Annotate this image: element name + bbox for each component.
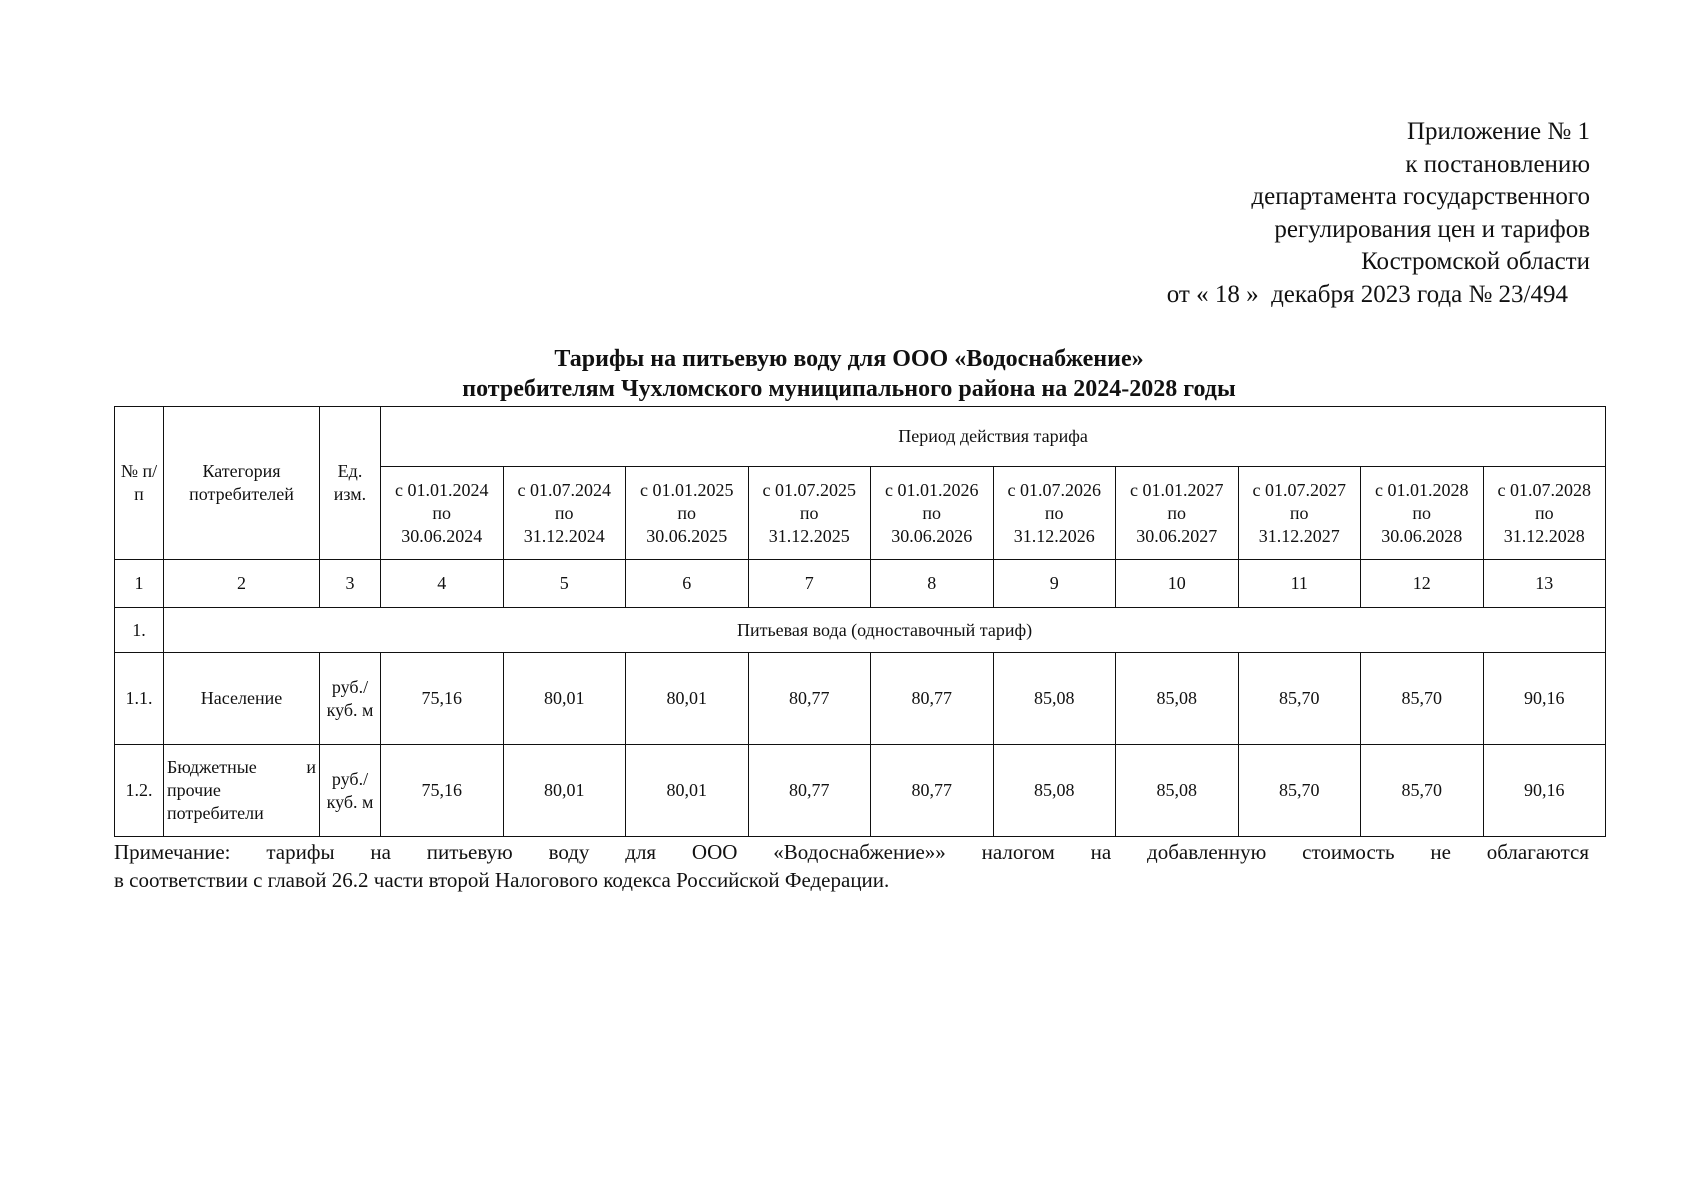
period-from: с 01.07.2028 — [1497, 479, 1592, 500]
period-sep: по — [1534, 502, 1554, 523]
tariff-value: 75,16 — [381, 745, 504, 837]
period-from: с 01.01.2028 — [1375, 479, 1469, 500]
title-line-2: потребителям Чухломского муниципального района на 2024-2028 годы — [462, 376, 1236, 402]
period-to: 30.06.2027 — [1136, 525, 1218, 546]
period-from: с 01.01.2026 — [885, 479, 979, 500]
tax-note — [114, 838, 1589, 894]
index-cell: 8 — [871, 560, 994, 608]
tariff-value: 80,77 — [871, 745, 994, 837]
header-row-period — [115, 407, 1606, 467]
tariff-table — [114, 406, 1606, 837]
period-cell — [381, 467, 504, 560]
period-cell — [1361, 467, 1484, 560]
tariff-value: 85,08 — [1116, 745, 1239, 837]
period-sep: по — [1167, 502, 1187, 523]
period-from: с 01.01.2024 — [395, 479, 489, 500]
tariff-value: 85,70 — [1361, 653, 1484, 745]
tariff-value: 85,08 — [993, 745, 1116, 837]
appendix-header — [1167, 116, 1590, 311]
row-category: Население — [164, 653, 320, 745]
period-sep: по — [1412, 502, 1432, 523]
tariff-value: 80,01 — [626, 653, 749, 745]
tariff-value: 85,08 — [1116, 653, 1239, 745]
tariff-value: 85,08 — [993, 653, 1116, 745]
period-from: с 01.01.2027 — [1130, 479, 1224, 500]
row-unit: руб./ куб. м — [320, 745, 381, 837]
period-to: 31.12.2028 — [1503, 525, 1585, 546]
period-to: 30.06.2025 — [646, 525, 728, 546]
section-num: 1. — [115, 608, 164, 653]
header-unit: Ед. изм. — [320, 407, 381, 560]
tariff-value: 80,77 — [748, 653, 871, 745]
index-cell: 10 — [1116, 560, 1239, 608]
appendix-line-resolution: к постановлению — [1405, 150, 1590, 178]
period-cell — [626, 467, 749, 560]
section-label: Питьевая вода (одноставочный тариф) — [164, 608, 1606, 653]
period-to: 31.12.2027 — [1258, 525, 1340, 546]
index-cell: 4 — [381, 560, 504, 608]
period-cell — [993, 467, 1116, 560]
header-period: Период действия тарифа — [381, 407, 1606, 467]
tariff-value: 85,70 — [1238, 745, 1361, 837]
tariff-value: 90,16 — [1483, 653, 1606, 745]
period-to: 31.12.2024 — [523, 525, 605, 546]
period-cell — [1483, 467, 1606, 560]
period-sep: по — [922, 502, 942, 523]
period-from: с 01.01.2025 — [640, 479, 734, 500]
note-line-1: Примечание: тарифы на питьевую воду для ООО «Водоснабжение»» налогом на добавленную стоимость не облагаются — [114, 840, 1589, 864]
appendix-line-number: Приложение № 1 — [1406, 118, 1590, 145]
index-cell: 7 — [748, 560, 871, 608]
tariff-value: 90,16 — [1483, 745, 1606, 837]
appendix-line-regulation: регулирования цен и тарифов — [1274, 215, 1590, 243]
tariff-value: 80,01 — [626, 745, 749, 837]
period-cell — [1238, 467, 1361, 560]
index-cell: 3 — [320, 560, 381, 608]
table-row — [115, 745, 1606, 837]
index-cell: 13 — [1483, 560, 1606, 608]
index-cell: 2 — [164, 560, 320, 608]
period-from: с 01.07.2024 — [517, 479, 611, 500]
period-from: с 01.07.2026 — [1007, 479, 1101, 500]
index-row — [115, 560, 1606, 608]
index-cell: 5 — [503, 560, 626, 608]
period-to: 31.12.2026 — [1013, 525, 1095, 546]
period-sep: по — [432, 502, 452, 523]
index-cell: 6 — [626, 560, 749, 608]
tariff-value: 80,01 — [503, 653, 626, 745]
table-row — [115, 653, 1606, 745]
period-cell — [1116, 467, 1239, 560]
tariff-value: 80,77 — [748, 745, 871, 837]
period-sep: по — [554, 502, 574, 523]
tariff-value: 85,70 — [1238, 653, 1361, 745]
index-cell: 12 — [1361, 560, 1484, 608]
period-cell — [871, 467, 994, 560]
row-num: 1.1. — [115, 653, 164, 745]
period-sep: по — [1044, 502, 1064, 523]
index-cell: 9 — [993, 560, 1116, 608]
document-title — [114, 344, 1584, 404]
tariff-value: 80,01 — [503, 745, 626, 837]
row-category: Бюджетные и прочие потребители — [164, 745, 320, 837]
appendix-line-date: от « 18 » декабря 2023 года № 23/494 — [1166, 280, 1568, 308]
period-to: 31.12.2025 — [768, 525, 850, 546]
index-cell: 11 — [1238, 560, 1361, 608]
row-unit: руб./ куб. м — [320, 653, 381, 745]
period-cell — [748, 467, 871, 560]
period-from: с 01.07.2027 — [1252, 479, 1346, 500]
note-line-2: в соответствии с главой 26.2 части второй Налогового кодекса Российской Федерации. — [114, 868, 890, 892]
section-row — [115, 608, 1606, 653]
index-cell: 1 — [115, 560, 164, 608]
period-sep: по — [799, 502, 819, 523]
tariff-value: 85,70 — [1361, 745, 1484, 837]
header-num: № п/п — [115, 407, 164, 560]
period-sep: по — [1289, 502, 1309, 523]
header-category: Категория потребителей — [164, 407, 320, 560]
tariff-value: 75,16 — [381, 653, 504, 745]
period-from: с 01.07.2025 — [762, 479, 856, 500]
tariff-value: 80,77 — [871, 653, 994, 745]
appendix-line-region: Костромской области — [1361, 248, 1590, 275]
period-to: 30.06.2026 — [891, 525, 973, 546]
period-sep: по — [677, 502, 697, 523]
period-cell — [503, 467, 626, 560]
appendix-line-department: департамента государственного — [1251, 183, 1590, 210]
period-to: 30.06.2028 — [1381, 525, 1463, 546]
title-line-1: Тарифы на питьевую воду для ООО «Водоснабжение» — [554, 346, 1144, 372]
row-num: 1.2. — [115, 745, 164, 837]
period-to: 30.06.2024 — [401, 525, 483, 546]
